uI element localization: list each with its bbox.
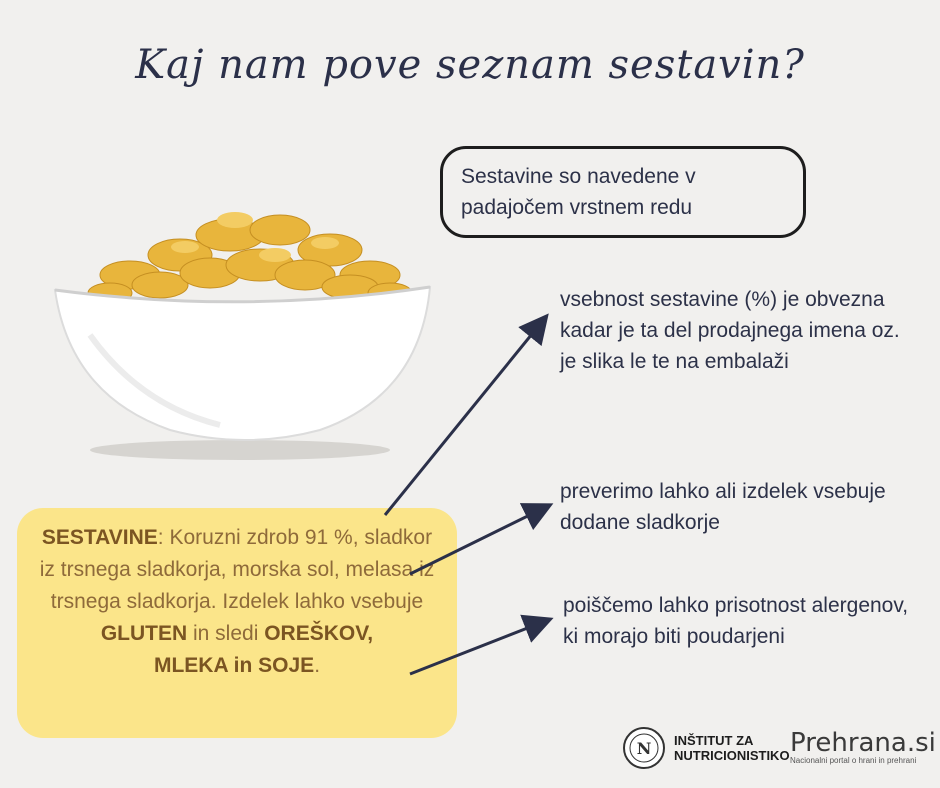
institute-name-line2: NUTRICIONISTIKO xyxy=(674,748,790,763)
institute-seal-icon xyxy=(622,726,666,770)
note-sugars: preverimo lahko ali izdelek vsebuje dodane sladkorje xyxy=(560,480,886,534)
prehrana-brand: Prehrana.si xyxy=(790,728,936,758)
order-note-box: Sestavine so navedene v padajočem vrstnem redu xyxy=(440,146,806,238)
ingredients-text-2: in sledi xyxy=(187,622,265,645)
arrow-to-percentage xyxy=(385,318,545,515)
page-title: Kaj nam pove seznam sestavin? xyxy=(135,42,805,88)
svg-text:N: N xyxy=(636,739,652,758)
allergen-nuts: OREŠKOV, xyxy=(264,622,374,645)
ingredients-text-1: : Koruzni zdrob 91 %, sladkor iz trsnega sladkorja, morska sol, melasa iz trsnega sladkorja. Izdelek lahko vsebuje xyxy=(39,526,435,613)
note-percentage: vsebnost sestavine (%) je obvezna kadar je ta del prodajnega imena oz. je slika le te na embalaži xyxy=(560,288,900,373)
prehrana-subtitle: Nacionalni portal o hrani in prehrani xyxy=(790,756,917,765)
arrow-to-allergens xyxy=(410,620,548,674)
prehrana-logo xyxy=(790,728,936,765)
ingredients-heading: SESTAVINE xyxy=(41,526,158,549)
allergen-gluten: GLUTEN xyxy=(100,622,188,645)
allergen-milk-soy: MLEKA in SOJE xyxy=(153,654,315,677)
note-allergens: poiščemo lahko prisotnost alergenov, ki morajo biti poudarjeni xyxy=(563,594,909,648)
ingredients-end: . xyxy=(314,654,321,677)
institute-name-line1: INŠTITUT ZA xyxy=(674,733,754,748)
arrow-to-sugars xyxy=(410,506,548,574)
institute-logo xyxy=(622,726,790,770)
